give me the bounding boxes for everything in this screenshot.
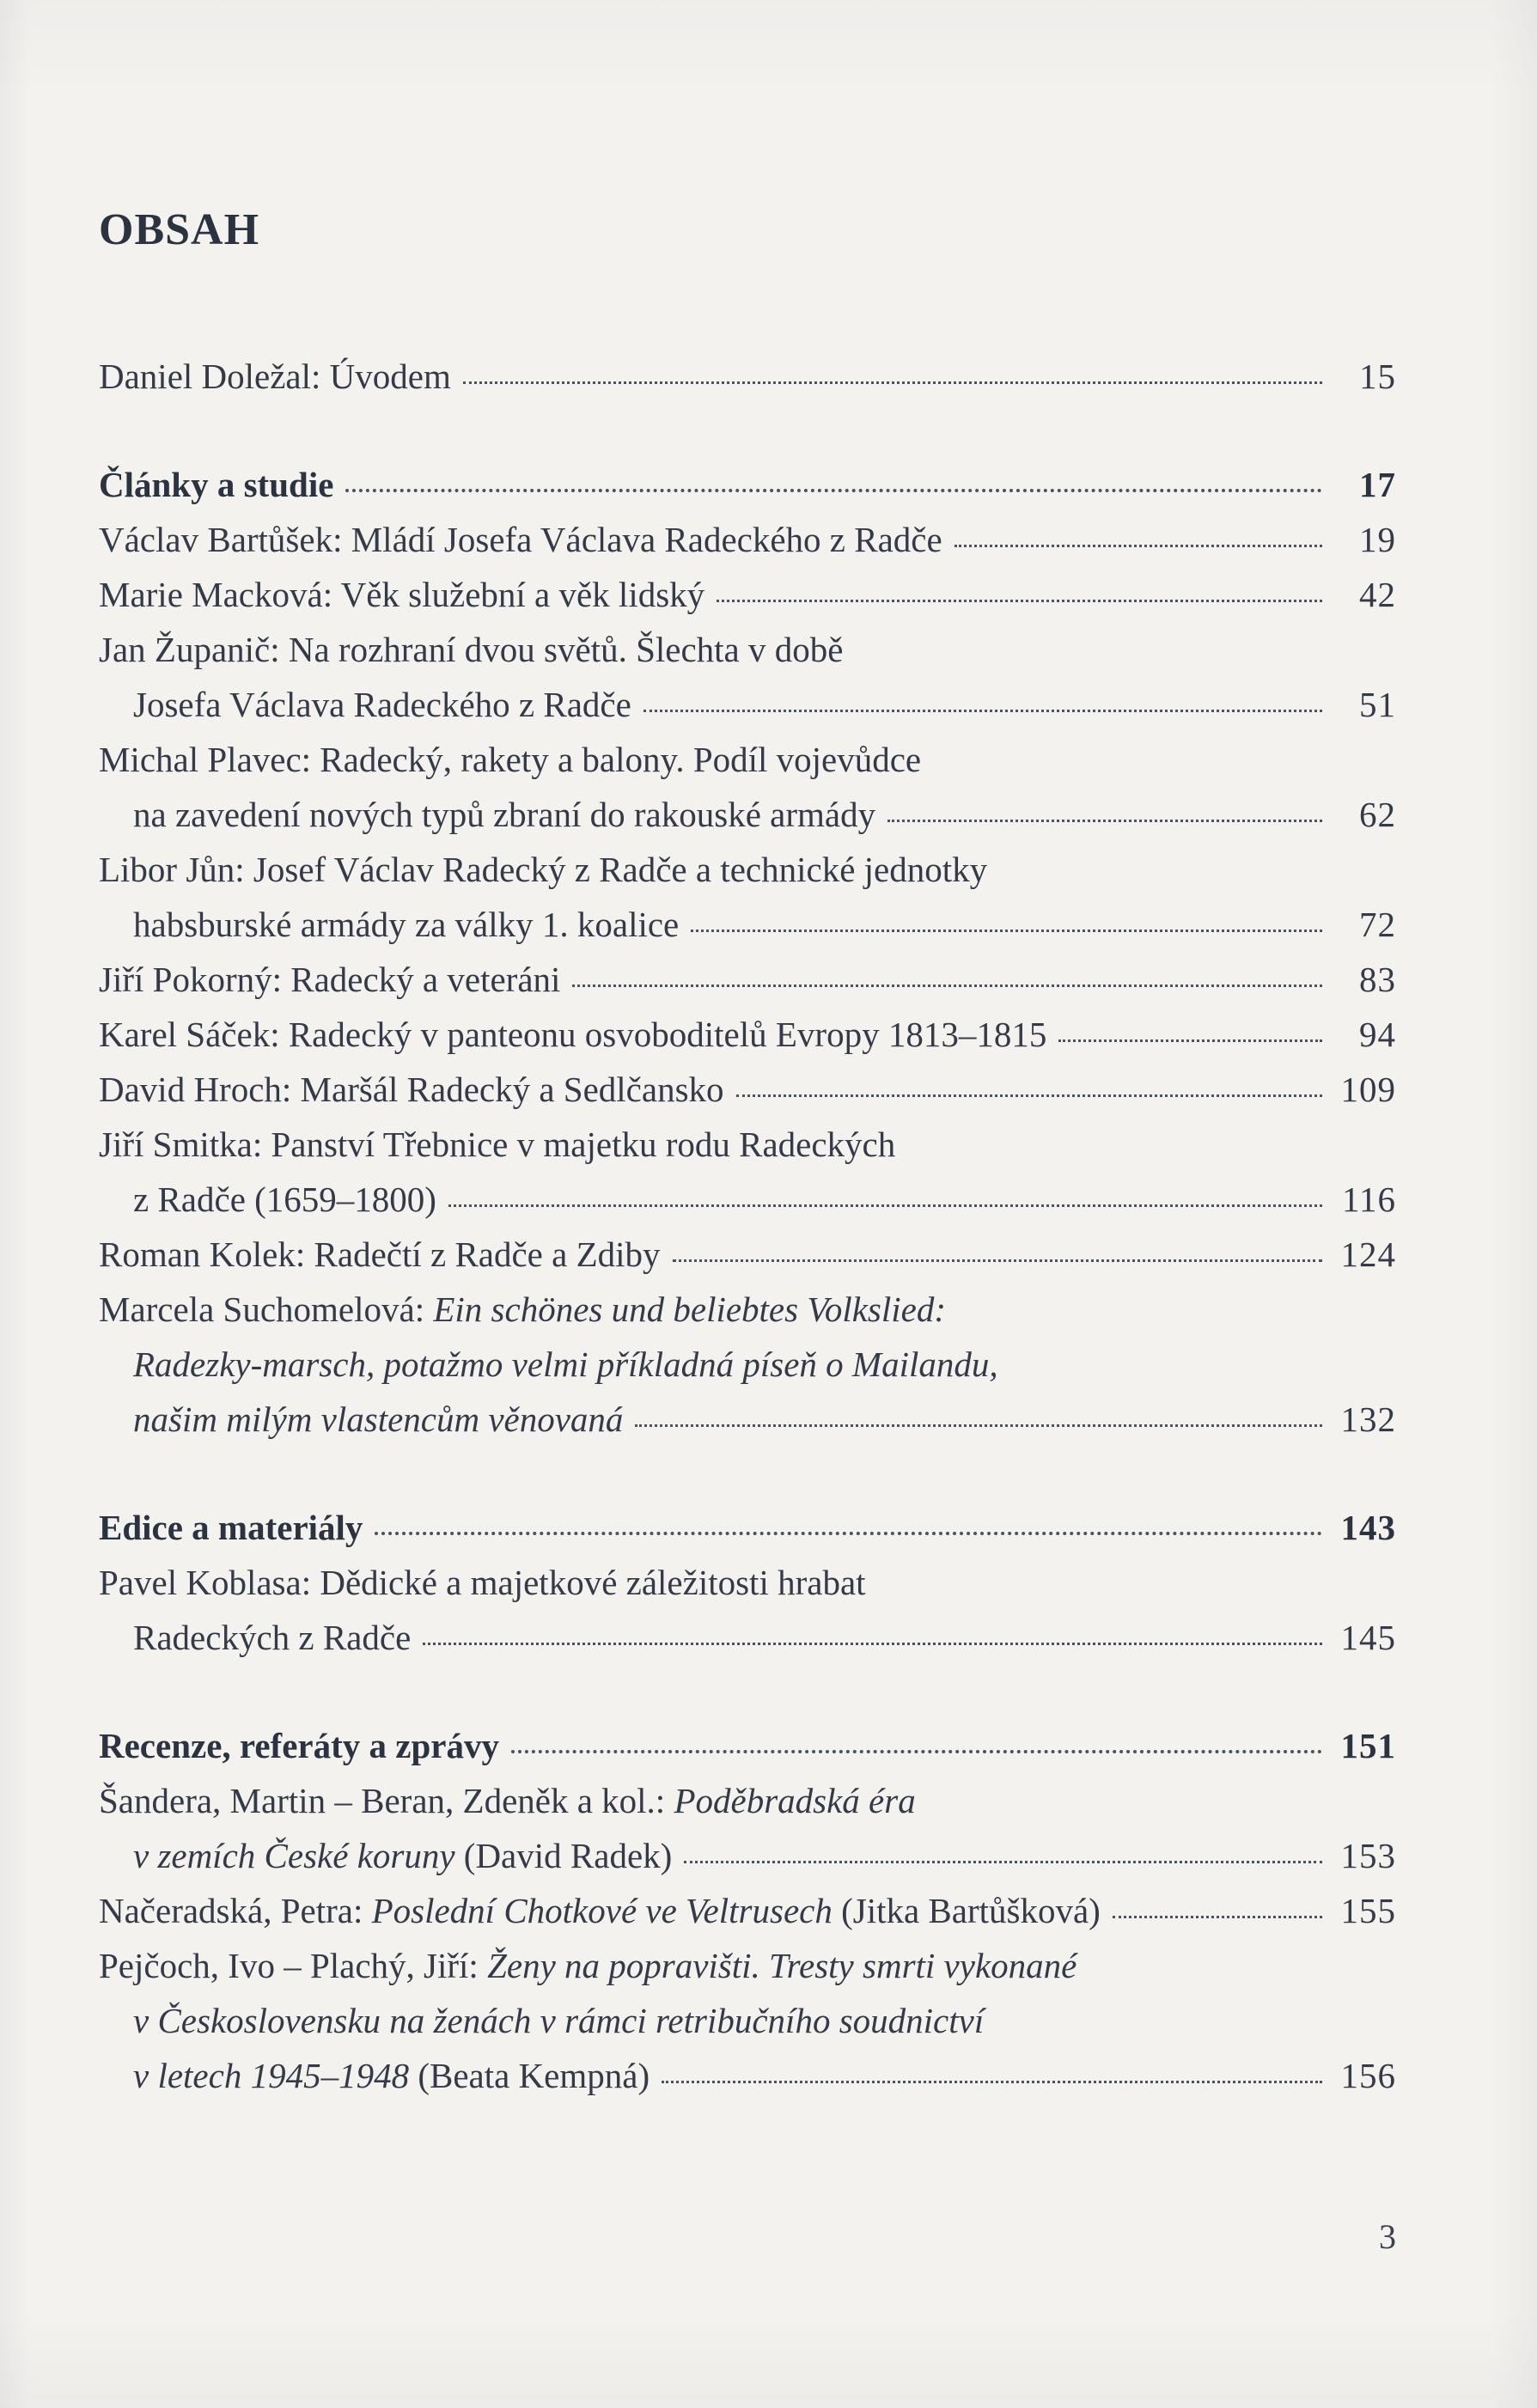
page-number: 151 — [1340, 1726, 1396, 1765]
page-number: 156 — [1340, 2056, 1396, 2095]
toc-text-segment-italic: Ein schönes und beliebtes Volkslied: — [433, 1289, 947, 1329]
page-number: 62 — [1359, 795, 1396, 834]
page-number: 132 — [1340, 1399, 1396, 1439]
toc-row-continuation — [99, 1392, 1396, 1447]
toc-row — [99, 1938, 1396, 1993]
dot-leader — [423, 1643, 1322, 1645]
page-number: 42 — [1359, 575, 1396, 614]
toc-text-segment-italic: Poslední Chotkové ve Veltrusech — [371, 1891, 842, 1930]
toc-row — [99, 1555, 1396, 1610]
toc-row-continuation — [99, 2048, 1396, 2103]
toc-text-italic: našim milým vlastencům věnovaná — [133, 1399, 624, 1439]
dot-leader — [1113, 1916, 1322, 1918]
toc-text-segment: Marcela Suchomelová: — [99, 1289, 434, 1329]
toc-section-row — [99, 1718, 1396, 1773]
page-number: 17 — [1359, 465, 1396, 504]
toc-text — [133, 1828, 672, 1883]
toc-text: Roman Kolek: Radečtí z Radče a Zdiby — [99, 1234, 661, 1274]
toc-row — [99, 1117, 1396, 1172]
toc-row-continuation — [99, 787, 1396, 842]
toc-row-continuation — [99, 1993, 1396, 2048]
toc-text: Jiří Pokorný: Radecký a veteráni — [99, 960, 561, 999]
dot-leader — [572, 985, 1322, 987]
dot-leader — [684, 1861, 1322, 1863]
dot-leader — [1058, 1039, 1322, 1042]
toc-section-row — [99, 457, 1396, 512]
toc-text — [99, 1938, 1077, 1993]
toc-text-segment-italic: Ženy na popravišti. Tresty smrti vykonané — [487, 1946, 1077, 1985]
toc-row-continuation — [99, 677, 1396, 732]
toc-text: Josefa Václava Radeckého z Radče — [133, 685, 631, 724]
toc-text-segment-italic: v letech 1945–1948 — [133, 2056, 418, 2095]
toc-row — [99, 1883, 1396, 1938]
dot-leader — [511, 1750, 1322, 1753]
toc-text: Pavel Koblasa: Dědické a majetkové záležitosti hrabat — [99, 1563, 866, 1602]
toc-row — [99, 952, 1396, 1007]
toc-text — [99, 1773, 916, 1828]
page-number: 72 — [1359, 905, 1396, 944]
dot-leader — [736, 1094, 1322, 1097]
toc-text: David Hroch: Maršál Radecký a Sedlčansko — [99, 1070, 724, 1109]
toc-text: habsburské armády za války 1. koalice — [133, 905, 680, 944]
folio-page-number: 3 — [1379, 2217, 1396, 2256]
page-title: OBSAH — [99, 205, 260, 254]
toc-text: Michal Plavec: Radecký, rakety a balony. Podíl vojevůdce — [99, 740, 922, 779]
toc-row — [99, 1062, 1396, 1117]
toc-row-continuation — [99, 1172, 1396, 1227]
dot-leader — [643, 710, 1322, 712]
toc-text: Karel Sáček: Radecký v panteonu osvoboditelů Evropy 1813–1815 — [99, 1015, 1047, 1054]
toc-row — [99, 1282, 1396, 1337]
toc-section-title: Edice a materiály — [99, 1508, 363, 1547]
toc-text-segment: (David Radek) — [463, 1836, 673, 1875]
toc-text: Jan Županič: Na rozhraní dvou světů. Šlechta v době — [99, 630, 844, 669]
toc-row — [99, 349, 1396, 404]
toc-row-continuation — [99, 897, 1396, 952]
page-number: 124 — [1340, 1234, 1396, 1274]
page-number: 145 — [1340, 1618, 1396, 1657]
toc-row — [99, 567, 1396, 622]
toc-text: Marie Macková: Věk služební a věk lidský — [99, 575, 705, 614]
page-number: 51 — [1359, 685, 1396, 724]
toc-text — [99, 1282, 946, 1337]
toc-text: Radeckých z Radče — [133, 1618, 412, 1657]
toc-row — [99, 622, 1396, 677]
dot-leader — [345, 489, 1322, 492]
dot-leader — [955, 545, 1322, 547]
toc-text: Václav Bartůšek: Mládí Josefa Václava Radeckého z Radče — [99, 520, 942, 559]
toc-text-segment-italic: Poděbradská éra — [674, 1781, 916, 1820]
toc-row — [99, 1227, 1396, 1282]
toc-text — [133, 2048, 650, 2103]
page-number: 109 — [1340, 1070, 1396, 1109]
page-number: 143 — [1340, 1508, 1396, 1547]
dot-leader — [448, 1204, 1322, 1207]
page-number: 83 — [1359, 960, 1396, 999]
toc-text-segment: Načeradská, Petra: — [99, 1891, 372, 1930]
toc-row-continuation — [99, 1610, 1396, 1665]
dot-leader — [635, 1424, 1322, 1427]
page-number: 19 — [1359, 520, 1396, 559]
toc-text: z Radče (1659–1800) — [133, 1180, 436, 1219]
page-number: 116 — [1342, 1180, 1396, 1219]
toc-text-segment: (Jitka Bartůšková) — [841, 1891, 1101, 1930]
dot-leader — [887, 820, 1322, 822]
toc-row — [99, 842, 1396, 897]
toc-text-segment: Pejčoch, Ivo – Plachý, Jiří: — [99, 1946, 488, 1985]
toc-row — [99, 1773, 1396, 1828]
toc-section-title: Články a studie — [99, 465, 334, 504]
toc-text: na zavedení nových typů zbraní do rakouské armády — [133, 795, 876, 834]
toc-row — [99, 1007, 1396, 1062]
toc-text-segment: (Beata Kempná) — [418, 2056, 650, 2095]
toc-text-italic: Radezky-marsch, potažmo velmi příkladná píseň o Mailandu, — [133, 1344, 998, 1384]
toc-section-row — [99, 1500, 1396, 1555]
dot-leader — [375, 1532, 1322, 1535]
toc-section-title: Recenze, referáty a zprávy — [99, 1726, 499, 1765]
page-number: 94 — [1359, 1015, 1396, 1054]
toc-text-segment: Šandera, Martin – Beran, Zdeněk a kol.: — [99, 1781, 674, 1820]
toc-row — [99, 732, 1396, 787]
toc-text: Daniel Doležal: Úvodem — [99, 357, 451, 396]
toc-text-segment-italic: v zemích České koruny — [133, 1836, 464, 1875]
toc-row-continuation — [99, 1828, 1396, 1883]
dot-leader — [662, 2081, 1322, 2083]
dot-leader — [717, 600, 1322, 602]
page-number: 153 — [1340, 1836, 1396, 1875]
toc-text: Libor Jůn: Josef Václav Radecký z Radče a technické jednotky — [99, 850, 988, 889]
toc-row-continuation — [99, 1337, 1396, 1392]
dot-leader — [673, 1259, 1322, 1262]
toc-row — [99, 512, 1396, 567]
toc-text-italic: v Československu na ženách v rámci retribučního soudnictví — [133, 2001, 985, 2040]
dot-leader — [691, 930, 1322, 932]
page-number: 155 — [1340, 1891, 1396, 1930]
dot-leader — [463, 381, 1322, 384]
toc-text: Jiří Smitka: Panství Třebnice v majetku rodu Radeckých — [99, 1125, 896, 1164]
page-number: 15 — [1359, 357, 1396, 396]
toc-text — [99, 1883, 1101, 1938]
